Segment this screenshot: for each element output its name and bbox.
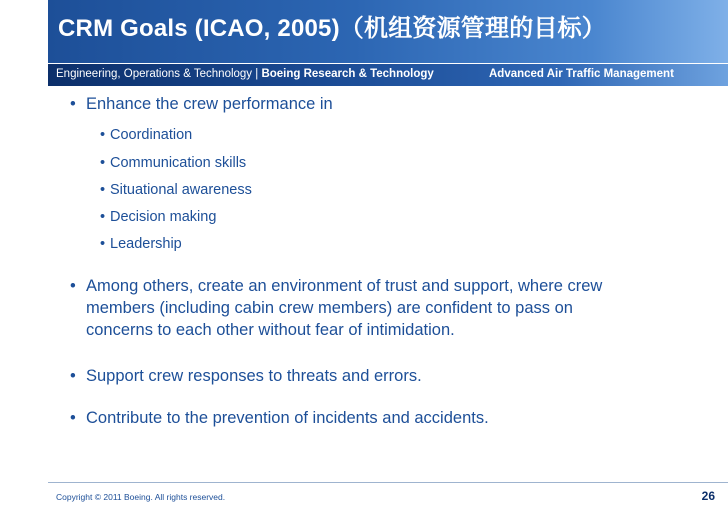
page-number: 26 — [701, 489, 715, 503]
sub-bullet-text: Situational awareness — [110, 182, 252, 198]
sub-bullet-situational: • Situational awareness — [100, 182, 252, 198]
sub-bullet-decision: • Decision making — [100, 209, 217, 225]
bullet-enhance: • Enhance the crew performance in — [70, 95, 333, 113]
sub-bullet-text: Leadership — [110, 236, 182, 252]
org-line — [56, 68, 434, 80]
org-label: Engineering, Operations & Technology | — [56, 68, 262, 80]
bullet-prevention-text: Contribute to the prevention of incidents and accidents. — [86, 409, 489, 427]
sub-bullet-communication: • Communication skills — [100, 155, 247, 171]
division-label: Boeing Research & Technology — [261, 68, 434, 80]
copyright-notice: Copyright © 2011 Boeing. All rights reserved. — [56, 492, 226, 502]
program-label: Advanced Air Traffic Management — [489, 68, 674, 80]
footer-divider — [48, 482, 728, 483]
sub-bullet-text: Communication skills — [110, 155, 247, 171]
sub-bullet-text: Decision making — [110, 209, 217, 225]
bullet-support-text: Support crew responses to threats and errors. — [86, 367, 422, 385]
bullet-environment-line3: concerns to each other without fear of intimidation. — [86, 321, 455, 339]
slide-title: CRM Goals (ICAO, 2005)（机组资源管理的目标） — [58, 15, 606, 42]
sub-bullet-text: Coordination — [110, 127, 193, 143]
bullet-environment-line2: members (including cabin crew members) are confident to pass on — [86, 299, 573, 317]
bullet-enhance-text: Enhance the crew performance in — [86, 95, 333, 113]
sub-bullet-coordination: • Coordination — [100, 127, 193, 143]
bullet-support: • Support crew responses to threats and errors. — [70, 367, 422, 385]
bullet-prevention: • Contribute to the prevention of incidents and accidents. — [70, 409, 489, 427]
bullet-environment-line1: Among others, create an environment of trust and support, where crew — [86, 277, 603, 295]
bullet-environment: • Among others, create an environment of trust and support, where crew — [70, 277, 603, 295]
sub-bullet-leadership: • Leadership — [100, 236, 182, 252]
